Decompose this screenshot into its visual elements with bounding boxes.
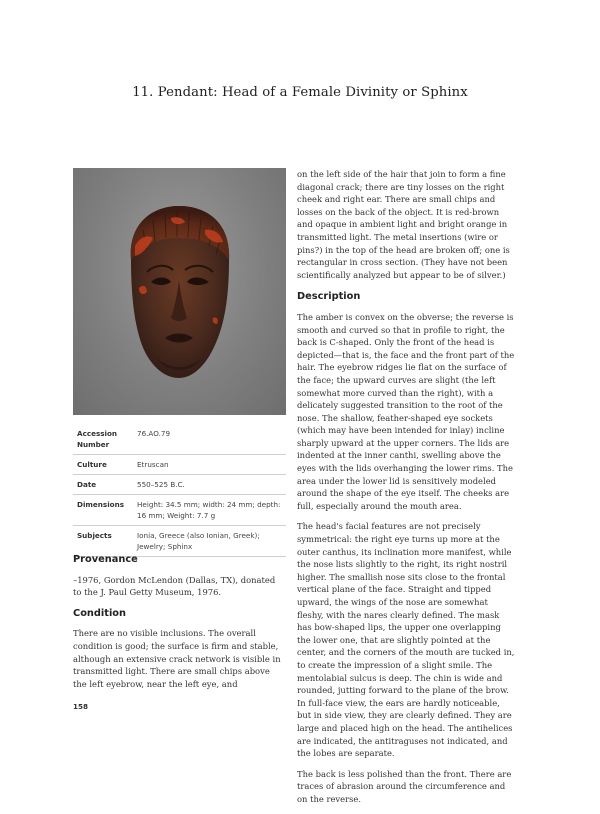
metadata-value: Ionia, Greece (also Ionian, Greek); Jewelry; Sphinx (137, 531, 260, 551)
condition-text: There are no visible inclusions. The overall condition is good; the surface is firm and stable, although an extensive crack network is visible in transmitted light. There are small chips above the left eyebrow, near the left eye, and (73, 628, 281, 689)
condition-heading: Condition (73, 607, 127, 619)
provenance-heading: Provenance (73, 554, 138, 565)
description-paragraph: The back is less polished than the front. There are traces of abrasion around the circumference and on the reverse. (297, 768, 512, 804)
metadata-label: Accession Number (77, 429, 118, 449)
metadata-label: Culture (77, 460, 107, 469)
page-title: 11. Pendant: Head of a Female Divinity or Sphinx (132, 85, 468, 100)
metadata-value: 76.AO.79 (137, 429, 171, 438)
object-photo (73, 168, 286, 415)
description-paragraph: The amber is convex on the obverse; the reverse is smooth and curved so that in profile to right, the back is C-shaped. Only the front of the head is depicted—that is, the face and the front part of the hair. The eyebrow ridges lie flat on the surface of the face; the upward curves are slight (the left somewhat more curved than the right), with a delicately suggested transition to the root of the nose. The shallow, feather-shaped eye sockets (which may have been intended for inlay) incline sharply upward at the upper corners. The lids are indented at the inner canthi, swelling above the eyes with the lids overhanging the lower rims. The area under the lower lid is sensitively modeled around the shape of the eye itself. The cheeks are full, especially around the mouth area. (297, 311, 515, 511)
metadata-value: Height: 34.5 mm; width: 24 mm; depth: 16 mm; Weight: 7.7 g (137, 500, 281, 520)
metadata-row-dimensions (73, 495, 286, 526)
metadata-value: Etruscan (137, 460, 169, 469)
metadata-row-accession (73, 424, 286, 455)
metadata-row-date (73, 475, 286, 495)
metadata-label: Date (77, 480, 97, 489)
description-paragraph: The head's facial features are not precisely symmetrical: the right eye turns up more at the outer canthus, its inclination more manifest, while the nose lists slightly to the right, its right nostril higher. The smallish nose sits close to the frontal vertical plane of the face. Straight and tipped upward, the wings of the nose are somewhat fleshy, with the nares clearly defined. The mask has bow-shaped lips, the upper one overlapping the lower one, that are slightly pointed at the center, and the corners of the mouth are tucked in, to create the impression of a slight smile. The mentolabial sulcus is deep. The chin is wide and rounded, jutting forward to the plane of the brow. In full-face view, the ears are hardly noticeable, but in side view, they are clearly defined. They are large and placed high on the head. The antihelices are indicated, the antitraguses not indicated, and the lobes are separate. (297, 521, 515, 759)
metadata-value: 550–525 B.C. (137, 480, 185, 489)
metadata-label: Subjects (77, 531, 112, 540)
provenance-text: –1976, Gordon McLendon (Dallas, TX), donated to the J. Paul Getty Museum, 1976. (73, 574, 276, 598)
metadata-row-culture (73, 455, 286, 475)
metadata-label: Dimensions (77, 500, 124, 509)
page-number: 158 (73, 702, 89, 711)
metadata-table (73, 424, 286, 557)
condition-continuation: on the left side of the hair that join to form a fine diagonal crack; there are tiny losses on the right cheek and right ear. There are small chips and losses on the back of the object. It is red-brown and opaque in ambient light and bright orange in transmitted light. The metal insertions (wire or pins?) in the top of the head are broken off; one is rectangular in cross section. (They have not been scientifically analyzed but appear to be of silver.) (297, 169, 510, 280)
left-column (73, 552, 286, 699)
description-heading: Description (297, 291, 361, 303)
right-column (297, 168, 515, 814)
